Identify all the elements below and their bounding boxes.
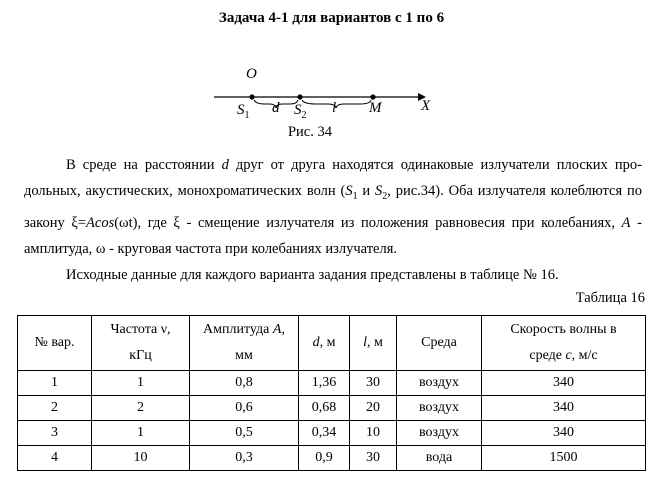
cell-medium: воздух (397, 371, 482, 396)
figure-caption: Рис. 34 (287, 124, 332, 140)
point-s2 (297, 94, 302, 99)
label-s2: $S_2$ (294, 102, 307, 121)
header-amp: Амплитуда A, мм (190, 316, 299, 371)
table-caption: Таблица 16 (575, 290, 645, 306)
cell-var: 4 (18, 446, 92, 471)
cell-medium: воздух (397, 421, 482, 446)
cell-l: 30 (350, 371, 397, 396)
page-title: Задача 4-1 для вариантов с 1 по 6 (218, 10, 445, 26)
table-row (18, 396, 646, 421)
label-m: M (369, 100, 382, 116)
cell-speed: 340 (482, 371, 646, 396)
data-table (17, 315, 646, 471)
label-s1: $S_1$ (237, 102, 250, 121)
label-x: X (421, 98, 431, 114)
cell-freq: 1 (92, 371, 190, 396)
point-m (370, 94, 375, 99)
label-o: O (246, 66, 257, 82)
cell-d: 0,9 (299, 446, 350, 471)
label-l: l (332, 100, 337, 116)
cell-amp: 0,8 (190, 371, 299, 396)
paragraph-2: Исходные данные для каждого варианта задания представлены в таблице № 16. (66, 267, 559, 283)
cell-speed: 340 (482, 396, 646, 421)
cell-d: 0,34 (299, 421, 350, 446)
figure-34 (200, 60, 460, 130)
cell-medium: воздух (397, 396, 482, 421)
table-row (18, 446, 646, 471)
cell-var: 3 (18, 421, 92, 446)
brace-l (302, 100, 371, 108)
cell-var: 2 (18, 396, 92, 421)
cell-medium: вода (397, 446, 482, 471)
cell-var: 1 (18, 371, 92, 396)
cell-l: 20 (350, 396, 397, 421)
header-freq: Частота ν, кГц (92, 316, 190, 371)
cell-l: 30 (350, 446, 397, 471)
cell-freq: 1 (92, 421, 190, 446)
header-medium: Среда (397, 316, 482, 371)
cell-speed: 340 (482, 421, 646, 446)
point-s1 (249, 94, 254, 99)
header-var: № вар. (18, 316, 92, 371)
header-d: d, м (299, 316, 350, 371)
cell-amp: 0,5 (190, 421, 299, 446)
cell-freq: 2 (92, 396, 190, 421)
table-row (18, 421, 646, 446)
paragraph-1: В среде на расстоянии d друг от друга находятся одинаковые излучатели плоских про-дольных, акустических, монохроматических волн ($S_1$ и $S_2$, рис.34). Оба излучателя колеблются по закону ξ=Acos(ωt), где ξ - смещение излучателя из положения равновесия при колебаниях, A - амплитуда, ω - круговая частота при колебаниях излучателя. (24, 157, 643, 257)
cell-amp: 0,6 (190, 396, 299, 421)
cell-d: 1,36 (299, 371, 350, 396)
cell-speed: 1500 (482, 446, 646, 471)
header-speed: Скорость волны в среде c, м/с (482, 316, 646, 371)
label-d: d (272, 100, 280, 116)
cell-l: 10 (350, 421, 397, 446)
table-row (18, 371, 646, 396)
cell-amp: 0,3 (190, 446, 299, 471)
header-l: l, м (350, 316, 397, 371)
table-header-row (18, 316, 646, 371)
cell-freq: 10 (92, 446, 190, 471)
cell-d: 0,68 (299, 396, 350, 421)
